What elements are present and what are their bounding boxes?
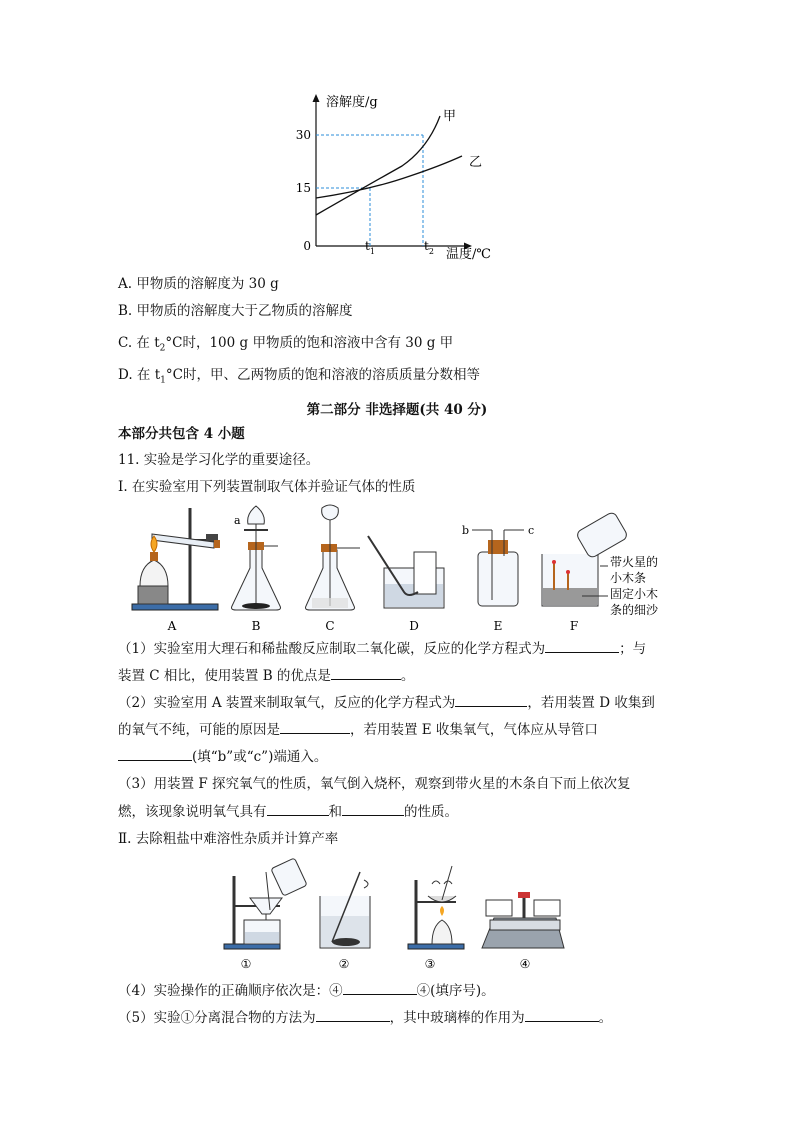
curve-label-yi: 乙 (469, 155, 483, 170)
f-label-4: 条的细沙 (610, 603, 659, 617)
q11-part2: Ⅱ. 去除粗盐中难溶性杂质并计算产率 (118, 831, 339, 847)
answer-blank (280, 720, 350, 734)
q3-line1: （3）用装置 F 探究氧气的性质，氧气倒入烧杯，观察到带火星的木条自下而上依次复 (118, 776, 631, 792)
label-a: a (234, 514, 241, 527)
op-label-4: ④ (519, 957, 531, 971)
app-label-e: E (493, 619, 503, 633)
section-title: 第二部分 非选择题(共 40 分) (306, 402, 488, 418)
x-axis-label: 温度/℃ (446, 247, 491, 262)
section-subtitle: 本部分共包含 4 小题 (118, 426, 245, 442)
answer-blank (331, 666, 401, 680)
op-label-3: ③ (424, 957, 436, 971)
y-axis-label: 溶解度/g (326, 95, 378, 110)
apparatus-b (232, 506, 281, 610)
option-b: B. 甲物质的溶解度大于乙物质的溶解度 (118, 303, 353, 319)
x-tick-t2: $t_2$ (424, 239, 434, 256)
y-tick-15: 15 (295, 181, 311, 195)
answer-blank (455, 693, 527, 707)
curve-label-jia: 甲 (443, 109, 457, 124)
apparatus-e (462, 524, 534, 606)
op-dissolving (320, 872, 370, 948)
origin-label: 0 (303, 239, 311, 253)
y-axis-arrow (313, 94, 320, 102)
q5-line: （5）实验①分离混合物的方法为 ，其中玻璃棒的作用为 。 (118, 1010, 613, 1026)
operation-illustration (220, 856, 565, 974)
x-tick-t1: $t_1$ (365, 239, 375, 256)
option-d: D. 在 $t_1^\circ C$时，甲、乙两物质的饱和溶液的溶质质量分数相等 (118, 367, 480, 386)
f-label-2: 小木条 (610, 571, 647, 585)
curve-yi (316, 156, 462, 198)
q11-part1: Ⅰ. 在实验室用下列装置制取气体并验证气体的性质 (118, 479, 416, 495)
op-evaporation (408, 866, 464, 949)
solubility-graph (290, 88, 520, 266)
answer-blank (545, 639, 619, 653)
y-tick-30: 30 (295, 128, 311, 142)
answer-blank (118, 747, 192, 761)
q2-line1: （2）实验室用 A 装置来制取氧气，反应的化学方程式为 ，若用装置 D 收集到 (118, 695, 655, 711)
app-label-a: A (167, 619, 177, 633)
q2-line2: 的氧气不纯，可能的原因是 ，若用装置 E 收集氧气，气体应从导管口 (118, 722, 598, 738)
q2-line3: (填“b”或“c”)端通入。 (118, 747, 327, 766)
answer-blank (343, 981, 417, 995)
answer-blank (342, 802, 404, 816)
op-label-1: ① (240, 957, 252, 971)
option-a: A. 甲物质的溶解度为 30 g (118, 276, 279, 292)
op-balance (482, 892, 564, 948)
q1-line2: 装置 C 相比，使用装置 B 的优点是 。 (118, 668, 415, 684)
answer-blank (525, 1008, 599, 1022)
q1-line1: （1）实验室用大理石和稀盐酸反应制取二氧化碳，反应的化学方程式为 ；与 (118, 641, 647, 657)
apparatus-c (306, 505, 361, 610)
answer-blank (316, 1008, 390, 1022)
f-label-1: 带火星的 (610, 555, 659, 569)
q4-line: （4）实验操作的正确顺序依次是：④ ④(填序号)。 (118, 983, 495, 999)
q3-line2: 燃，该现象说明氧气具有 和 的性质。 (118, 804, 458, 820)
label-c: c (528, 524, 535, 537)
apparatus-a (132, 508, 220, 610)
option-c: C. 在 $t_2^\circ C$时，100 g 甲物质的饱和溶液中含有 30 g 甲 (118, 335, 454, 354)
q11-stem: 11. 实验是学习化学的重要途径。 (118, 452, 320, 468)
app-label-b: B (251, 619, 261, 633)
answer-blank (267, 802, 329, 816)
op-filtration (224, 858, 307, 949)
apparatus-illustration (128, 500, 673, 635)
app-label-d: D (409, 619, 419, 633)
curve-jia (316, 116, 440, 215)
app-label-f: F (569, 619, 579, 633)
apparatus-f (542, 511, 659, 617)
apparatus-d (368, 536, 444, 608)
f-label-3: 固定小木 (610, 587, 659, 601)
app-label-c: C (325, 619, 335, 633)
op-label-2: ② (338, 957, 350, 971)
label-b: b (462, 524, 470, 537)
